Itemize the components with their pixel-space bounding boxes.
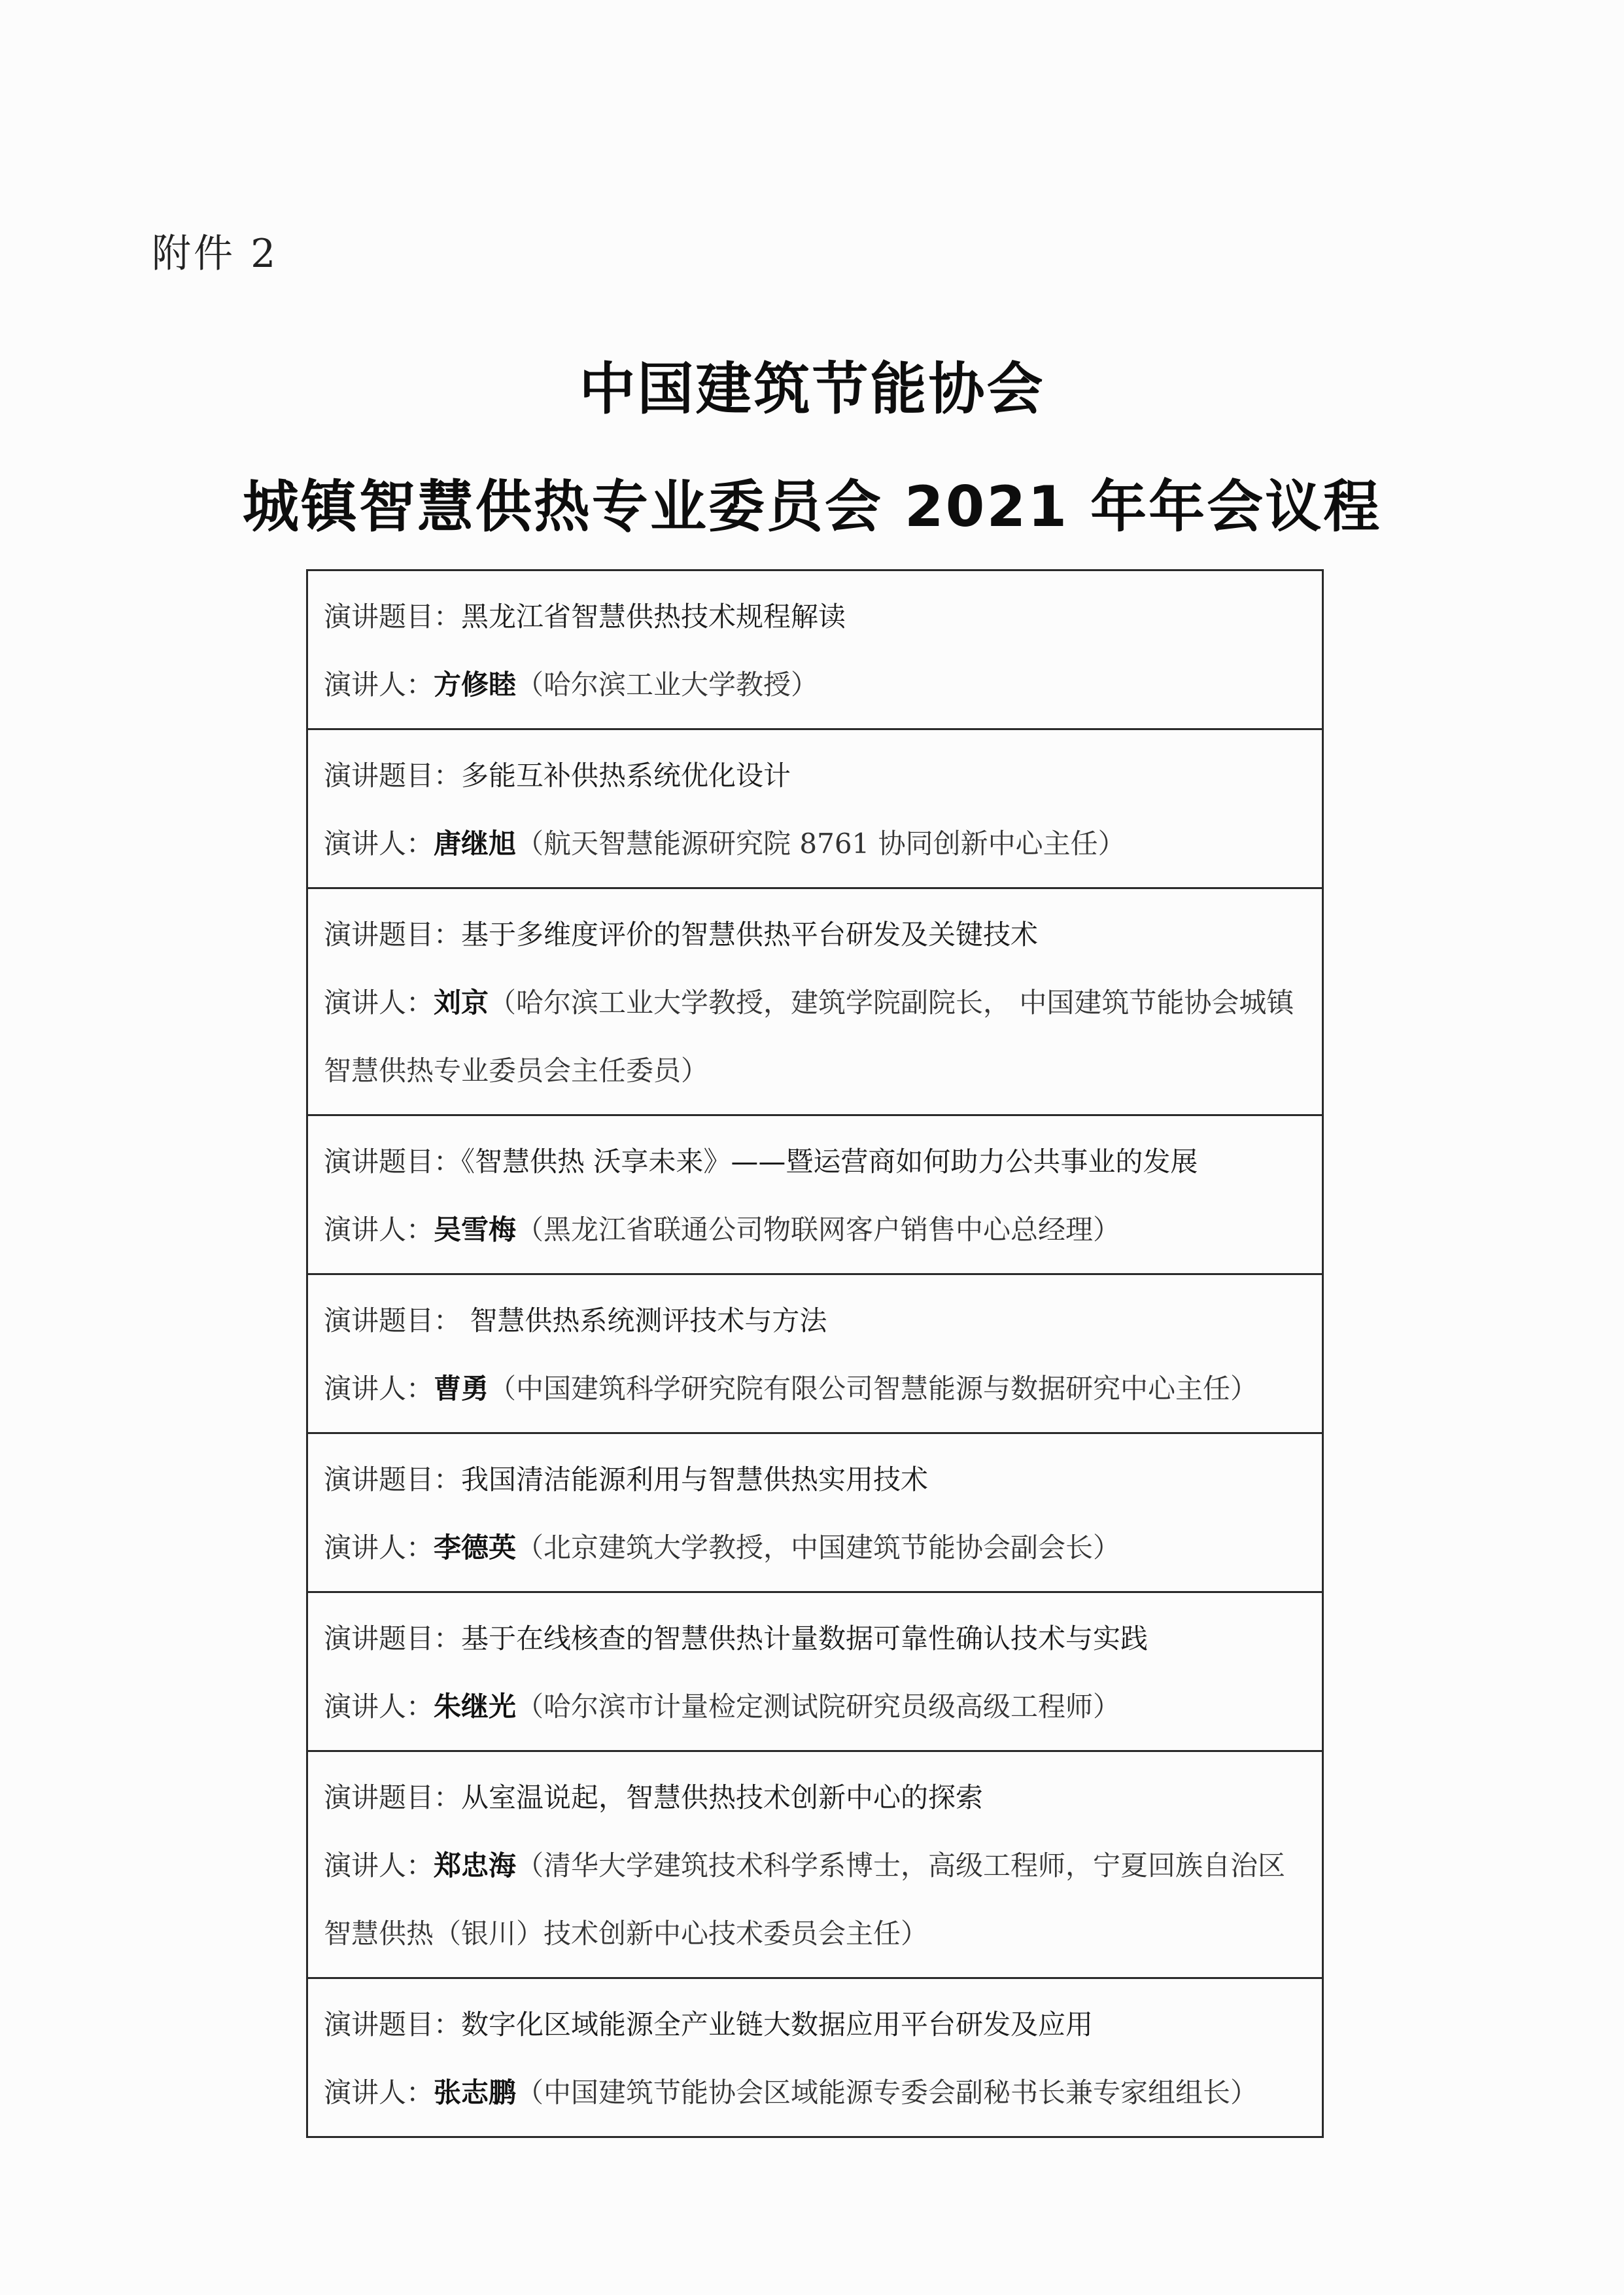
topic-line — [324, 1128, 1306, 1196]
speaker-name: 刘京 — [434, 987, 489, 1019]
topic-title: 多能互补供热系统优化设计 — [461, 760, 791, 792]
agenda-table — [306, 569, 1324, 2138]
speaker-name: 李德英 — [434, 1532, 517, 1564]
topic-line — [324, 1991, 1306, 2059]
topic-label: 演讲题目： — [324, 1463, 462, 1496]
agenda-row — [308, 1116, 1322, 1275]
agenda-row — [308, 889, 1322, 1116]
topic-line — [324, 583, 1306, 651]
speaker-label: 演讲人： — [324, 1691, 434, 1723]
speaker-affiliation: （哈尔滨工业大学教授，建筑学院副院长， 中国建筑节能协会城镇智慧供热专业委员会主任委员） — [324, 987, 1294, 1087]
topic-line — [324, 901, 1306, 969]
speaker-line — [324, 1355, 1306, 1423]
speaker-label: 演讲人： — [324, 1214, 434, 1246]
topic-title: 基于多维度评价的智慧供热平台研发及关键技术 — [461, 919, 1039, 951]
speaker-line — [324, 1673, 1306, 1741]
speaker-affiliation: （黑龙江省联通公司物联网客户销售中心总经理） — [516, 1214, 1121, 1246]
speaker-line — [324, 1514, 1306, 1582]
speaker-name: 曹勇 — [434, 1373, 489, 1405]
topic-line — [324, 1764, 1306, 1832]
speaker-line — [324, 969, 1306, 1105]
agenda-row — [308, 1752, 1322, 1979]
topic-label: 演讲题目： — [324, 2008, 462, 2041]
topic-label: 演讲题目： — [324, 1146, 462, 1178]
topic-title: 从室温说起，智慧供热技术创新中心的探索 — [461, 1781, 984, 1813]
topic-line — [324, 1605, 1306, 1673]
document-title-line-2: 城镇智慧供热专业委员会 2021 年年会议程 — [242, 474, 1382, 540]
topic-title: 智慧供热系统测评技术与方法 — [461, 1305, 827, 1337]
speaker-affiliation: （哈尔滨工业大学教授） — [516, 669, 819, 701]
topic-title: 数字化区域能源全产业链大数据应用平台研发及应用 — [461, 2008, 1094, 2041]
attachment-label: 附件 2 — [152, 231, 279, 277]
agenda-row — [308, 1275, 1322, 1434]
document-title-line-1: 中国建筑节能协会 — [579, 357, 1045, 422]
topic-line — [324, 742, 1306, 810]
speaker-label: 演讲人： — [324, 1532, 434, 1564]
speaker-name: 张志鹏 — [434, 2076, 517, 2109]
speaker-line — [324, 651, 1306, 719]
speaker-name: 唐继旭 — [434, 828, 517, 860]
speaker-line — [324, 2059, 1306, 2127]
agenda-row — [308, 730, 1322, 889]
agenda-row — [308, 1593, 1322, 1752]
topic-label: 演讲题目： — [324, 760, 462, 792]
speaker-line — [324, 1196, 1306, 1264]
speaker-label: 演讲人： — [324, 987, 434, 1019]
speaker-affiliation: （清华大学建筑技术科学系博士，高级工程师，宁夏回族自治区智慧供热（银川）技术创新中心技术委员会主任） — [324, 1849, 1286, 1950]
topic-line — [324, 1287, 1306, 1355]
agenda-row — [308, 1434, 1322, 1593]
topic-label: 演讲题目： — [324, 919, 462, 951]
agenda-row — [308, 1979, 1322, 2136]
speaker-label: 演讲人： — [324, 669, 434, 701]
speaker-label: 演讲人： — [324, 828, 434, 860]
speaker-affiliation: （北京建筑大学教授，中国建筑节能协会副会长） — [516, 1532, 1121, 1564]
speaker-affiliation: （中国建筑科学研究院有限公司智慧能源与数据研究中心主任） — [489, 1373, 1258, 1405]
topic-line — [324, 1446, 1306, 1514]
topic-title: 《智慧供热 沃享未来》——暨运营商如何助力公共事业的发展 — [461, 1146, 1198, 1178]
speaker-label: 演讲人： — [324, 1849, 434, 1882]
topic-title: 我国清洁能源利用与智慧供热实用技术 — [461, 1463, 929, 1496]
topic-label: 演讲题目： — [324, 601, 462, 633]
agenda-row — [308, 571, 1322, 730]
speaker-line — [324, 1832, 1306, 1968]
speaker-label: 演讲人： — [324, 2076, 434, 2109]
speaker-name: 方修睦 — [434, 669, 517, 701]
speaker-affiliation: （航天智慧能源研究院 8761 协同创新中心主任） — [516, 828, 1126, 860]
topic-title: 基于在线核查的智慧供热计量数据可靠性确认技术与实践 — [461, 1622, 1149, 1655]
speaker-name: 朱继光 — [434, 1691, 517, 1723]
speaker-name: 郑忠海 — [434, 1849, 517, 1882]
topic-label: 演讲题目： — [324, 1305, 462, 1337]
speaker-label: 演讲人： — [324, 1373, 434, 1405]
topic-label: 演讲题目： — [324, 1622, 462, 1655]
speaker-affiliation: （哈尔滨市计量检定测试院研究员级高级工程师） — [516, 1691, 1121, 1723]
speaker-name: 吴雪梅 — [434, 1214, 517, 1246]
topic-title: 黑龙江省智慧供热技术规程解读 — [461, 601, 846, 633]
speaker-line — [324, 810, 1306, 878]
topic-label: 演讲题目： — [324, 1781, 462, 1813]
speaker-affiliation: （中国建筑节能协会区域能源专委会副秘书长兼专家组组长） — [516, 2076, 1258, 2109]
